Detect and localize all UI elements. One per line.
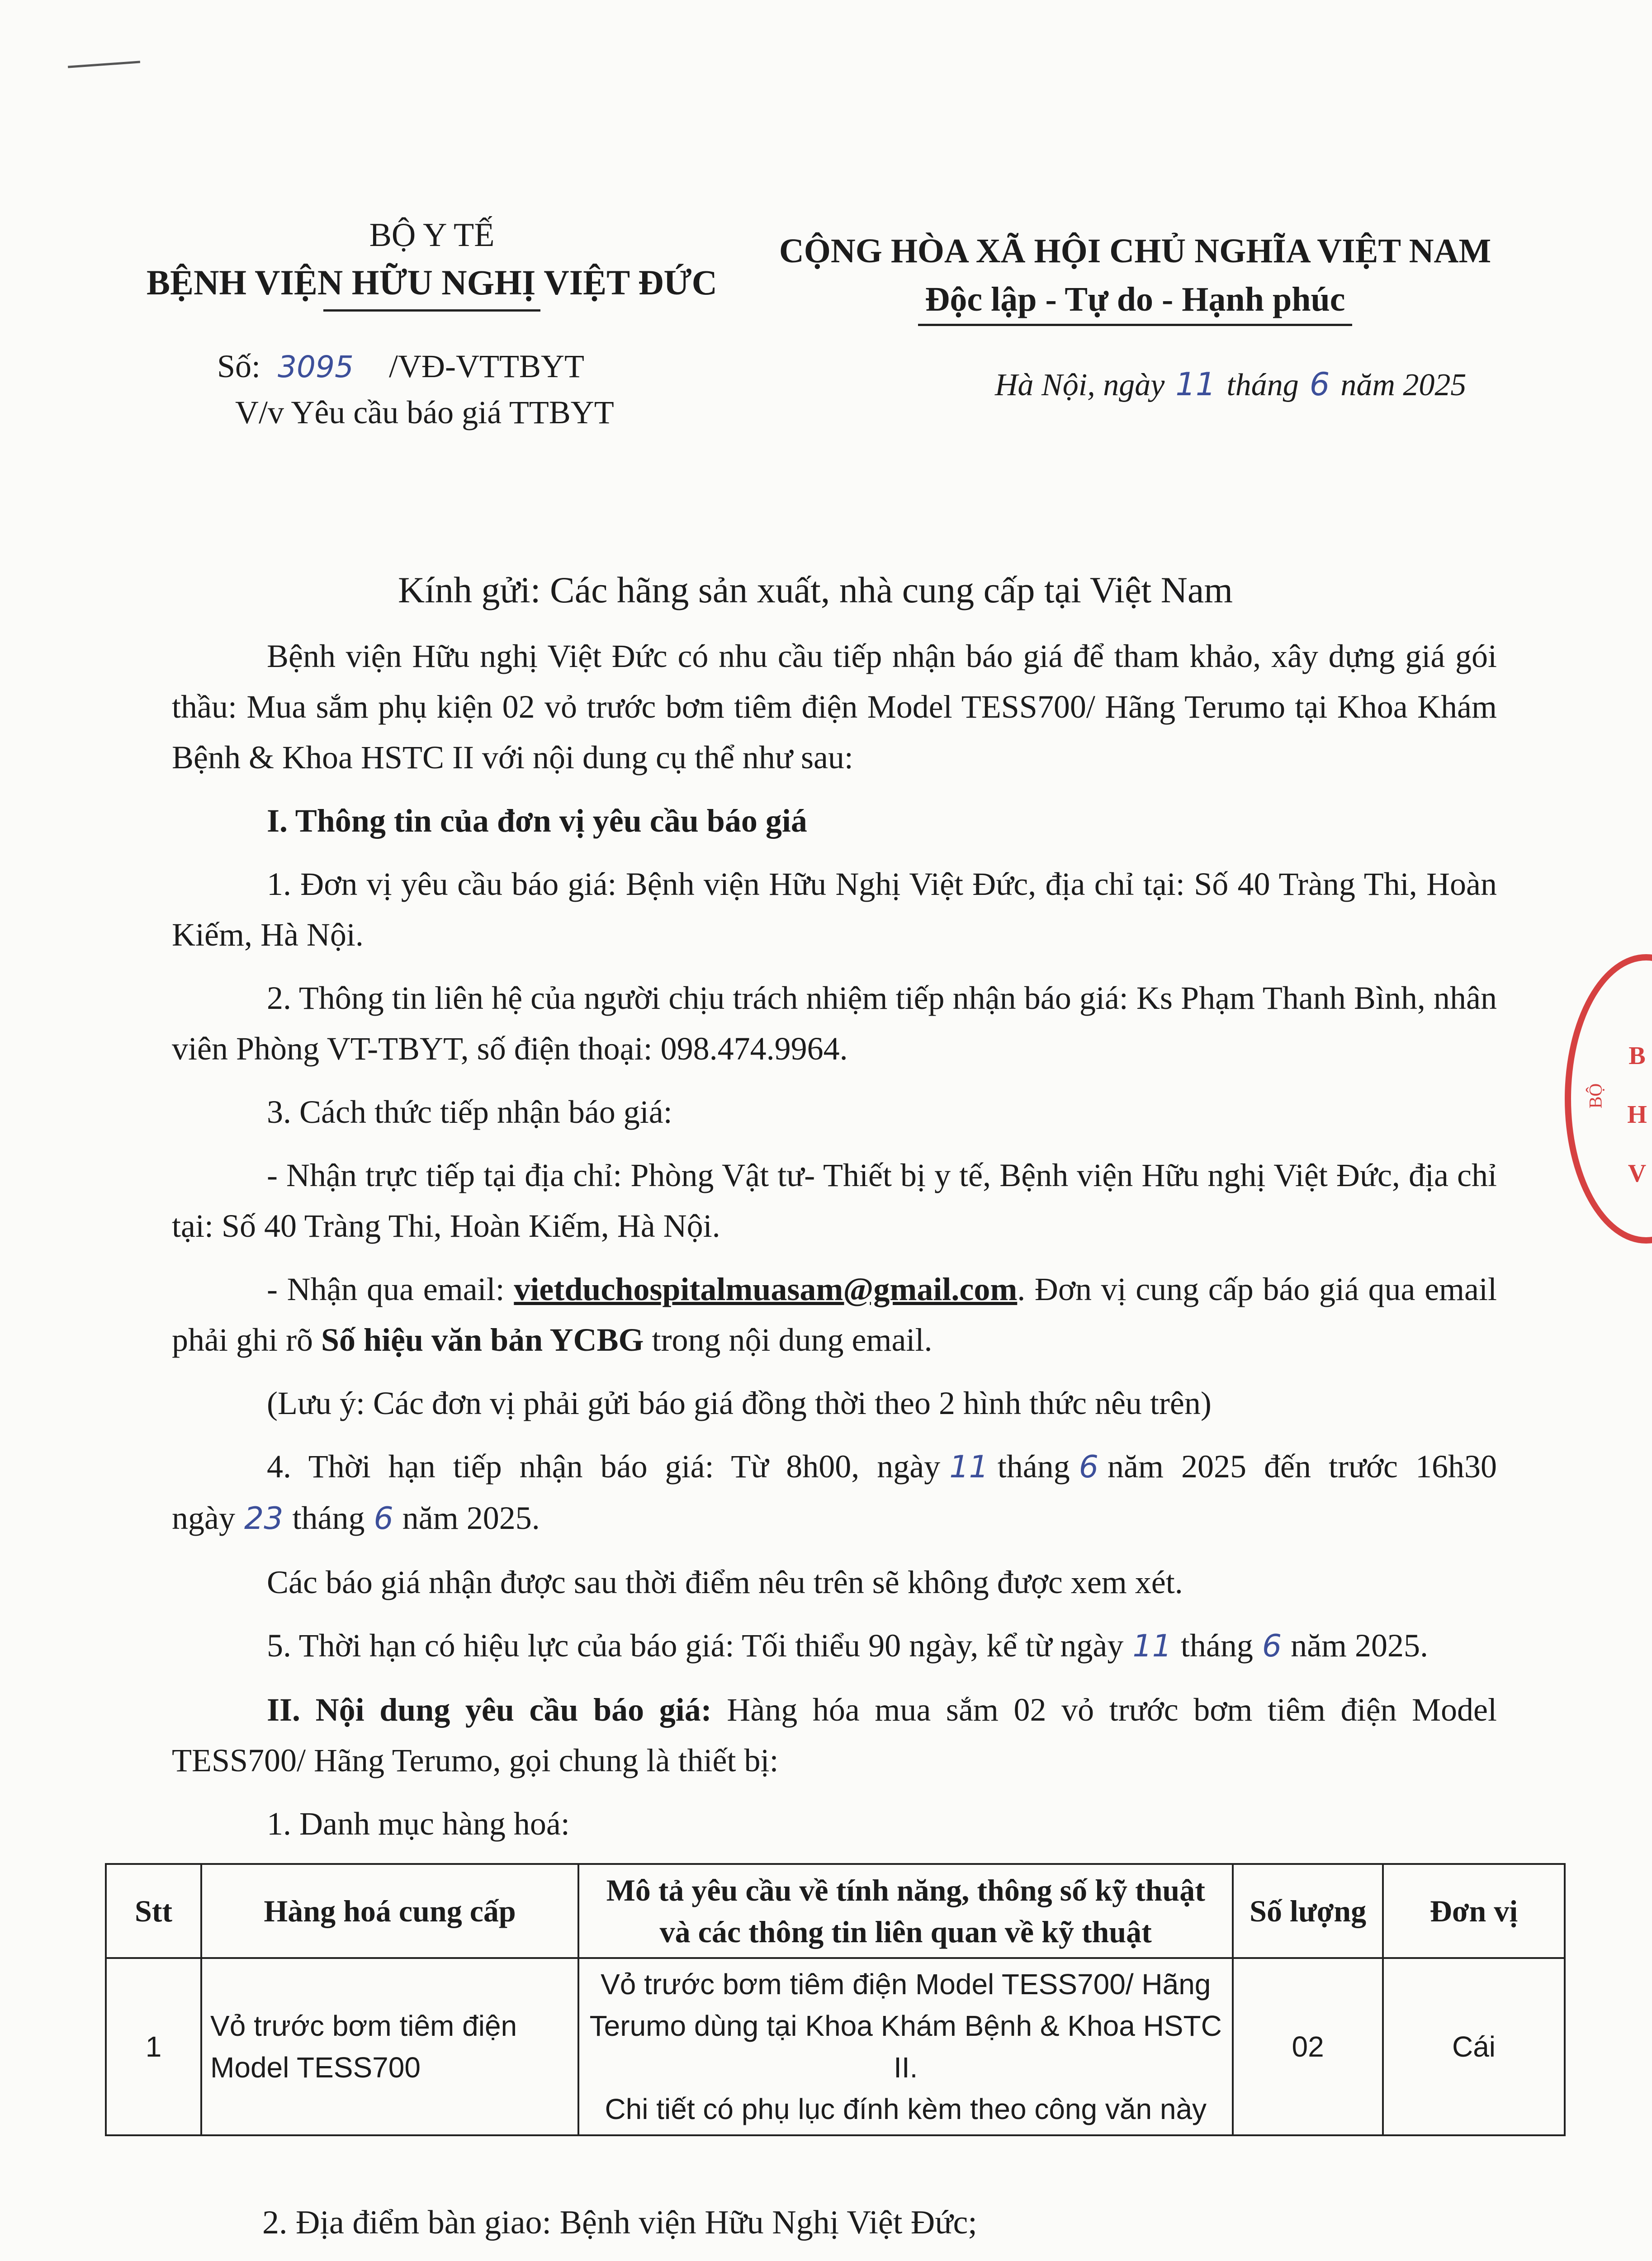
- doc-no-suffix: /VĐ-VTTBYT: [389, 348, 584, 384]
- national-motto: Độc lập - Tự do - Hạnh phúc: [925, 280, 1345, 318]
- seal-letters: [1624, 1026, 1651, 1203]
- item5-text-a: 5. Thời hạn có hiệu lực của báo giá: Tối thiểu 90 ngày, kể từ ngày: [267, 1627, 1124, 1664]
- submission-note: (Lưu ý: Các đơn vị phải gửi báo giá đồng thời theo 2 hình thức nêu trên): [267, 1385, 1212, 1421]
- cell-description-main: Vỏ trước bơm tiêm điện Model TESS700/ Hãng Terumo dùng tại Khoa Khám Bệnh & Khoa HSTC II.: [589, 1968, 1222, 2084]
- email-mid-text: . Đơn vị cung cấp báo giá qua email phải ghi rõ: [172, 1271, 1497, 1358]
- seal-side-text: BỘ: [1585, 1083, 1606, 1109]
- motto-underline: [918, 324, 1352, 326]
- section-1-item-2: 2. Thông tin liên hệ của người chịu trách nhiệm tiếp nhận báo giá: Ks Phạm Thanh Bình, nhân viên Phòng VT-TBYT, số điện thoại: 098.474.9964.: [172, 980, 1497, 1067]
- hospital-name: BỆNH VIỆN HỮU NGHỊ VIỆT ĐỨC: [147, 263, 717, 302]
- col-header-goods: Hàng hoá cung cấp: [201, 1864, 578, 1958]
- issuer-block: [131, 213, 733, 312]
- cell-description-note: Chi tiết có phụ lục đính kèm theo công văn này: [605, 2093, 1207, 2125]
- date-day: 11: [1175, 366, 1216, 403]
- section-2-title: II. Nội dung yêu cầu báo giá:: [267, 1692, 712, 1728]
- document-subject: V/v Yêu cầu báo giá TTBYT: [235, 394, 614, 430]
- goods-list-title: 1. Danh mục hàng hoá:: [267, 1806, 570, 1842]
- item5-text-b: tháng: [1180, 1627, 1253, 1664]
- item4-text-b: tháng: [997, 1448, 1070, 1485]
- item4-text-c: năm 2025 đến trước 16h30 ngày: [172, 1448, 1497, 1536]
- national-header: [764, 226, 1506, 326]
- table-header-row: [106, 1864, 1565, 1958]
- col-header-stt: Stt: [106, 1864, 201, 1958]
- section-2-text: Hàng hóa mua sắm 02 vỏ trước bơm tiêm điện Model TESS700/ Hãng Terumo, gọi chung là thiết bị:: [172, 1692, 1497, 1779]
- section-1-title: I. Thông tin của đơn vị yêu cầu báo giá: [267, 803, 807, 839]
- col-header-unit: Đơn vị: [1383, 1864, 1565, 1958]
- date-month-label: tháng: [1226, 368, 1299, 402]
- document-number: [217, 344, 584, 390]
- recipient-line: Kính gửi: Các hãng sản xuất, nhà cung cấp tại Việt Nam: [398, 569, 1233, 610]
- item5-day: 11: [1132, 1628, 1172, 1664]
- issuer-underline: [323, 309, 540, 312]
- section-1-item-1: 1. Đơn vị yêu cầu báo giá: Bệnh viện Hữu Nghị Việt Đức, địa chỉ tại: Số 40 Tràng Thi, Hoàn Kiếm, Hà Nội.: [172, 866, 1497, 953]
- nation-title: CỘNG HÒA XÃ HỘI CHỦ NGHĨA VIỆT NAM: [779, 232, 1491, 270]
- section-2-paragraph: [172, 1684, 1497, 1786]
- email-link[interactable]: vietduchospitalmuasam@gmail.com: [514, 1271, 1018, 1307]
- item4-month-start: 6: [1079, 1449, 1099, 1485]
- doc-no-handwritten: 3095: [278, 350, 354, 384]
- section-1-item-3a: - Nhận trực tiếp tại địa chỉ: Phòng Vật tư- Thiết bị y tế, Bệnh viện Hữu nghị Việt Đức, địa chỉ tại: Số 40 Tràng Thi, Hoàn Kiếm, Hà Nội.: [172, 1157, 1497, 1244]
- goods-table: [105, 1863, 1566, 2136]
- date-year: năm 2025: [1340, 368, 1467, 402]
- item5-month: 6: [1262, 1628, 1282, 1664]
- intro-paragraph: Bệnh viện Hữu nghị Việt Đức có nhu cầu tiếp nhận báo giá để tham khảo, xây dựng giá gói thầu: Mua sắm phụ kiện 02 vỏ trước bơm tiêm điện Model TESS700/ Hãng Terumo tại Khoa Khám Bệnh & Khoa HSTC II với nội dung cụ thể như sau:: [172, 638, 1497, 776]
- cell-goods: Vỏ trước bơm tiêm điện Model TESS700: [201, 1958, 578, 2135]
- late-submission-note: Các báo giá nhận được sau thời điểm nêu trên sẽ không được xem xét.: [267, 1564, 1183, 1600]
- item4-day-end: 23: [244, 1501, 284, 1537]
- email-bold-text: Số hiệu văn bản YCBG: [321, 1322, 644, 1358]
- email-label: - Nhận qua email:: [267, 1271, 505, 1307]
- cell-stt: 1: [106, 1958, 201, 2135]
- date-month: 6: [1309, 366, 1330, 403]
- item4-text-d: tháng: [292, 1500, 365, 1536]
- section-1-item-4: [172, 1441, 1497, 1544]
- handover-location: 2. Địa điểm bàn giao: Bệnh viện Hữu Nghị Việt Đức;: [262, 2204, 977, 2241]
- pen-mark: [68, 61, 140, 68]
- doc-no-label: Số:: [217, 348, 261, 384]
- col-header-description: Mô tả yêu cầu về tính năng, thông số kỹ thuật và các thông tin liên quan về kỹ thuật: [578, 1864, 1233, 1958]
- email-suffix-text: trong nội dung email.: [652, 1322, 933, 1358]
- date-prefix: Hà Nội, ngày: [995, 368, 1165, 402]
- section-1-item-3b: [172, 1264, 1497, 1365]
- section-1-item-3: 3. Cách thức tiếp nhận báo giá:: [267, 1094, 672, 1130]
- item5-text-c: năm 2025.: [1291, 1627, 1429, 1664]
- seal-letter: H: [1627, 1101, 1647, 1129]
- item4-text-e: năm 2025.: [402, 1500, 540, 1536]
- ministry-name: BỘ Y TẾ: [369, 217, 495, 254]
- item4-text-a: 4. Thời hạn tiếp nhận báo giá: Từ 8h00, ngày: [267, 1448, 941, 1485]
- cell-quantity: 02: [1233, 1958, 1383, 2135]
- cell-description: [578, 1958, 1233, 2135]
- seal-letter: B: [1628, 1042, 1646, 1070]
- item4-day-start: 11: [949, 1449, 989, 1485]
- letter-body: [172, 631, 1497, 1862]
- issue-date: [995, 362, 1466, 408]
- col-header-quantity: Số lượng: [1233, 1864, 1383, 1958]
- seal-letter: V: [1628, 1159, 1647, 1187]
- item4-month-end: 6: [374, 1501, 393, 1537]
- section-1-item-5: [172, 1620, 1497, 1672]
- cell-unit: Cái: [1383, 1958, 1565, 2135]
- table-row: [106, 1958, 1565, 2135]
